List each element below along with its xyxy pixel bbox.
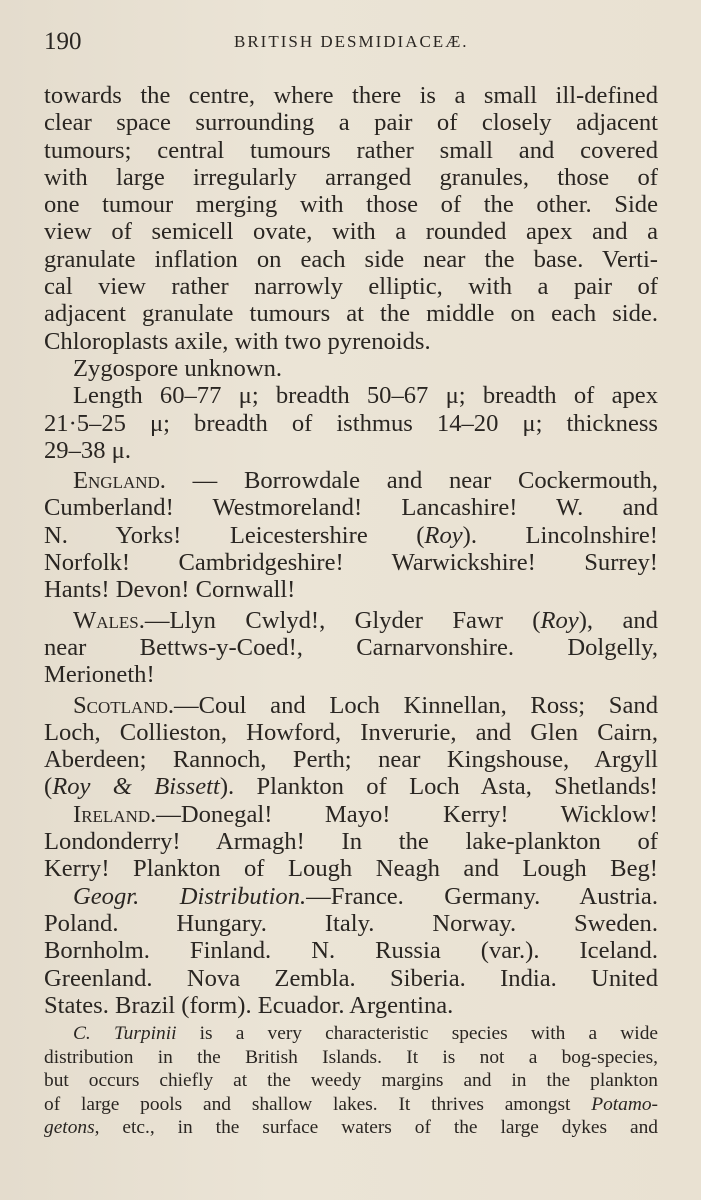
text-line: view of semicell ovate, with a rounded apex and a <box>44 218 658 246</box>
page-header <box>44 28 658 58</box>
scotland-line: Aberdeen; Rannoch, Perth; near Kingshouse, Argyll <box>44 746 658 774</box>
ireland-line: Londonderry! Armagh! In the lake-plankton of <box>44 828 658 856</box>
england-line: Norfolk! Cambridgeshire! Warwickshire! Surrey! <box>44 549 658 577</box>
distribution-label: Geogr. Distribution. <box>73 882 307 910</box>
distribution-line: Greenland. Nova Zembla. Siberia. India. United <box>44 964 658 992</box>
measurement-line: 29–38 μ. <box>44 436 131 464</box>
text-line: with large irregularly arranged granules, those of <box>44 163 658 191</box>
text-line: Chloroplasts axile, with two pyrenoids. <box>44 327 431 355</box>
distribution-line: Geogr. Distribution.—France. Germany. Austria. <box>73 882 658 910</box>
text-line: granulate inflation on each side near the base. Verti- <box>44 245 658 273</box>
distribution-line: States. Brazil (form). Ecuador. Argentina. <box>44 991 454 1019</box>
note-line: of large pools and shallow lakes. It thrives amongst Potamo- <box>44 1093 658 1115</box>
ireland-line: Ireland.—Donegal! Mayo! Kerry! Wicklow! <box>73 800 658 828</box>
distribution-line: Bornholm. Finland. N. Russia (var.). Iceland. <box>44 937 658 965</box>
zygospore-line: Zygospore unknown. <box>73 354 283 382</box>
species-name: C. Turpinii <box>73 1023 177 1044</box>
note-line: distribution in the British Islands. It is not a bog-species, <box>44 1046 658 1068</box>
wales-label: Wales. <box>73 606 145 634</box>
wales-line: Wales.—Llyn Cwlyd!, Glyder Fawr (Roy), and <box>73 606 658 634</box>
running-title: BRITISH DESMIDIACEÆ. <box>234 32 469 51</box>
text-line: cal view rather narrowly elliptic, with a pair of <box>44 273 658 301</box>
main-text <box>44 82 658 1019</box>
text-line: clear space surrounding a pair of closely adjacent <box>44 109 658 137</box>
england-line: Cumberland! Westmoreland! Lancashire! W. and <box>44 494 658 522</box>
text-line: towards the centre, where there is a small ill-defined <box>44 82 658 109</box>
note-line: C. Turpinii is a very characteristic species with a wide <box>73 1023 658 1044</box>
ireland-label: Ireland. <box>73 800 157 828</box>
scotland-line: (Roy & Bissett). Plankton of Loch Asta, Shetlands! <box>44 773 658 801</box>
england-line: England. — Borrowdale and near Cockermouth, <box>73 467 658 495</box>
text-line: one tumour merging with those of the other. Side <box>44 191 658 219</box>
note-line: but occurs chiefly at the weedy margins and in the plankton <box>44 1070 658 1092</box>
measurement-line: 21·5–25 μ; breadth of isthmus 14–20 μ; thickness <box>44 409 658 437</box>
footnote-paragraph <box>44 1022 658 1140</box>
text-line: adjacent granulate tumours at the middle on each side. <box>44 300 658 328</box>
england-line: N. Yorks! Leicestershire (Roy). Lincolnshire! <box>44 521 658 549</box>
scotland-line: Scotland.—Coul and Loch Kinnellan, Ross; Sand <box>73 691 658 719</box>
distribution-line: Poland. Hungary. Italy. Norway. Sweden. <box>44 909 658 937</box>
scotland-label: Scotland. <box>73 691 175 719</box>
scotland-line: Loch, Collieston, Howford, Inverurie, and Glen Cairn, <box>44 718 658 746</box>
england-line: Hants! Devon! Cornwall! <box>44 576 296 604</box>
wales-line: Merioneth! <box>44 661 155 689</box>
note-line: getons, etc., in the surface waters of the large dykes and <box>44 1117 658 1139</box>
ireland-line: Kerry! Plankton of Lough Neagh and Lough Beg! <box>44 855 658 883</box>
england-label: England. <box>73 467 166 495</box>
wales-line: near Bettws-y-Coed!, Carnarvonshire. Dolgelly, <box>44 633 658 661</box>
text-line: tumours; central tumours rather small and covered <box>44 136 658 164</box>
measurement-line: Length 60–77 μ; breadth 50–67 μ; breadth of apex <box>73 382 658 410</box>
page-number: 190 <box>44 28 82 55</box>
